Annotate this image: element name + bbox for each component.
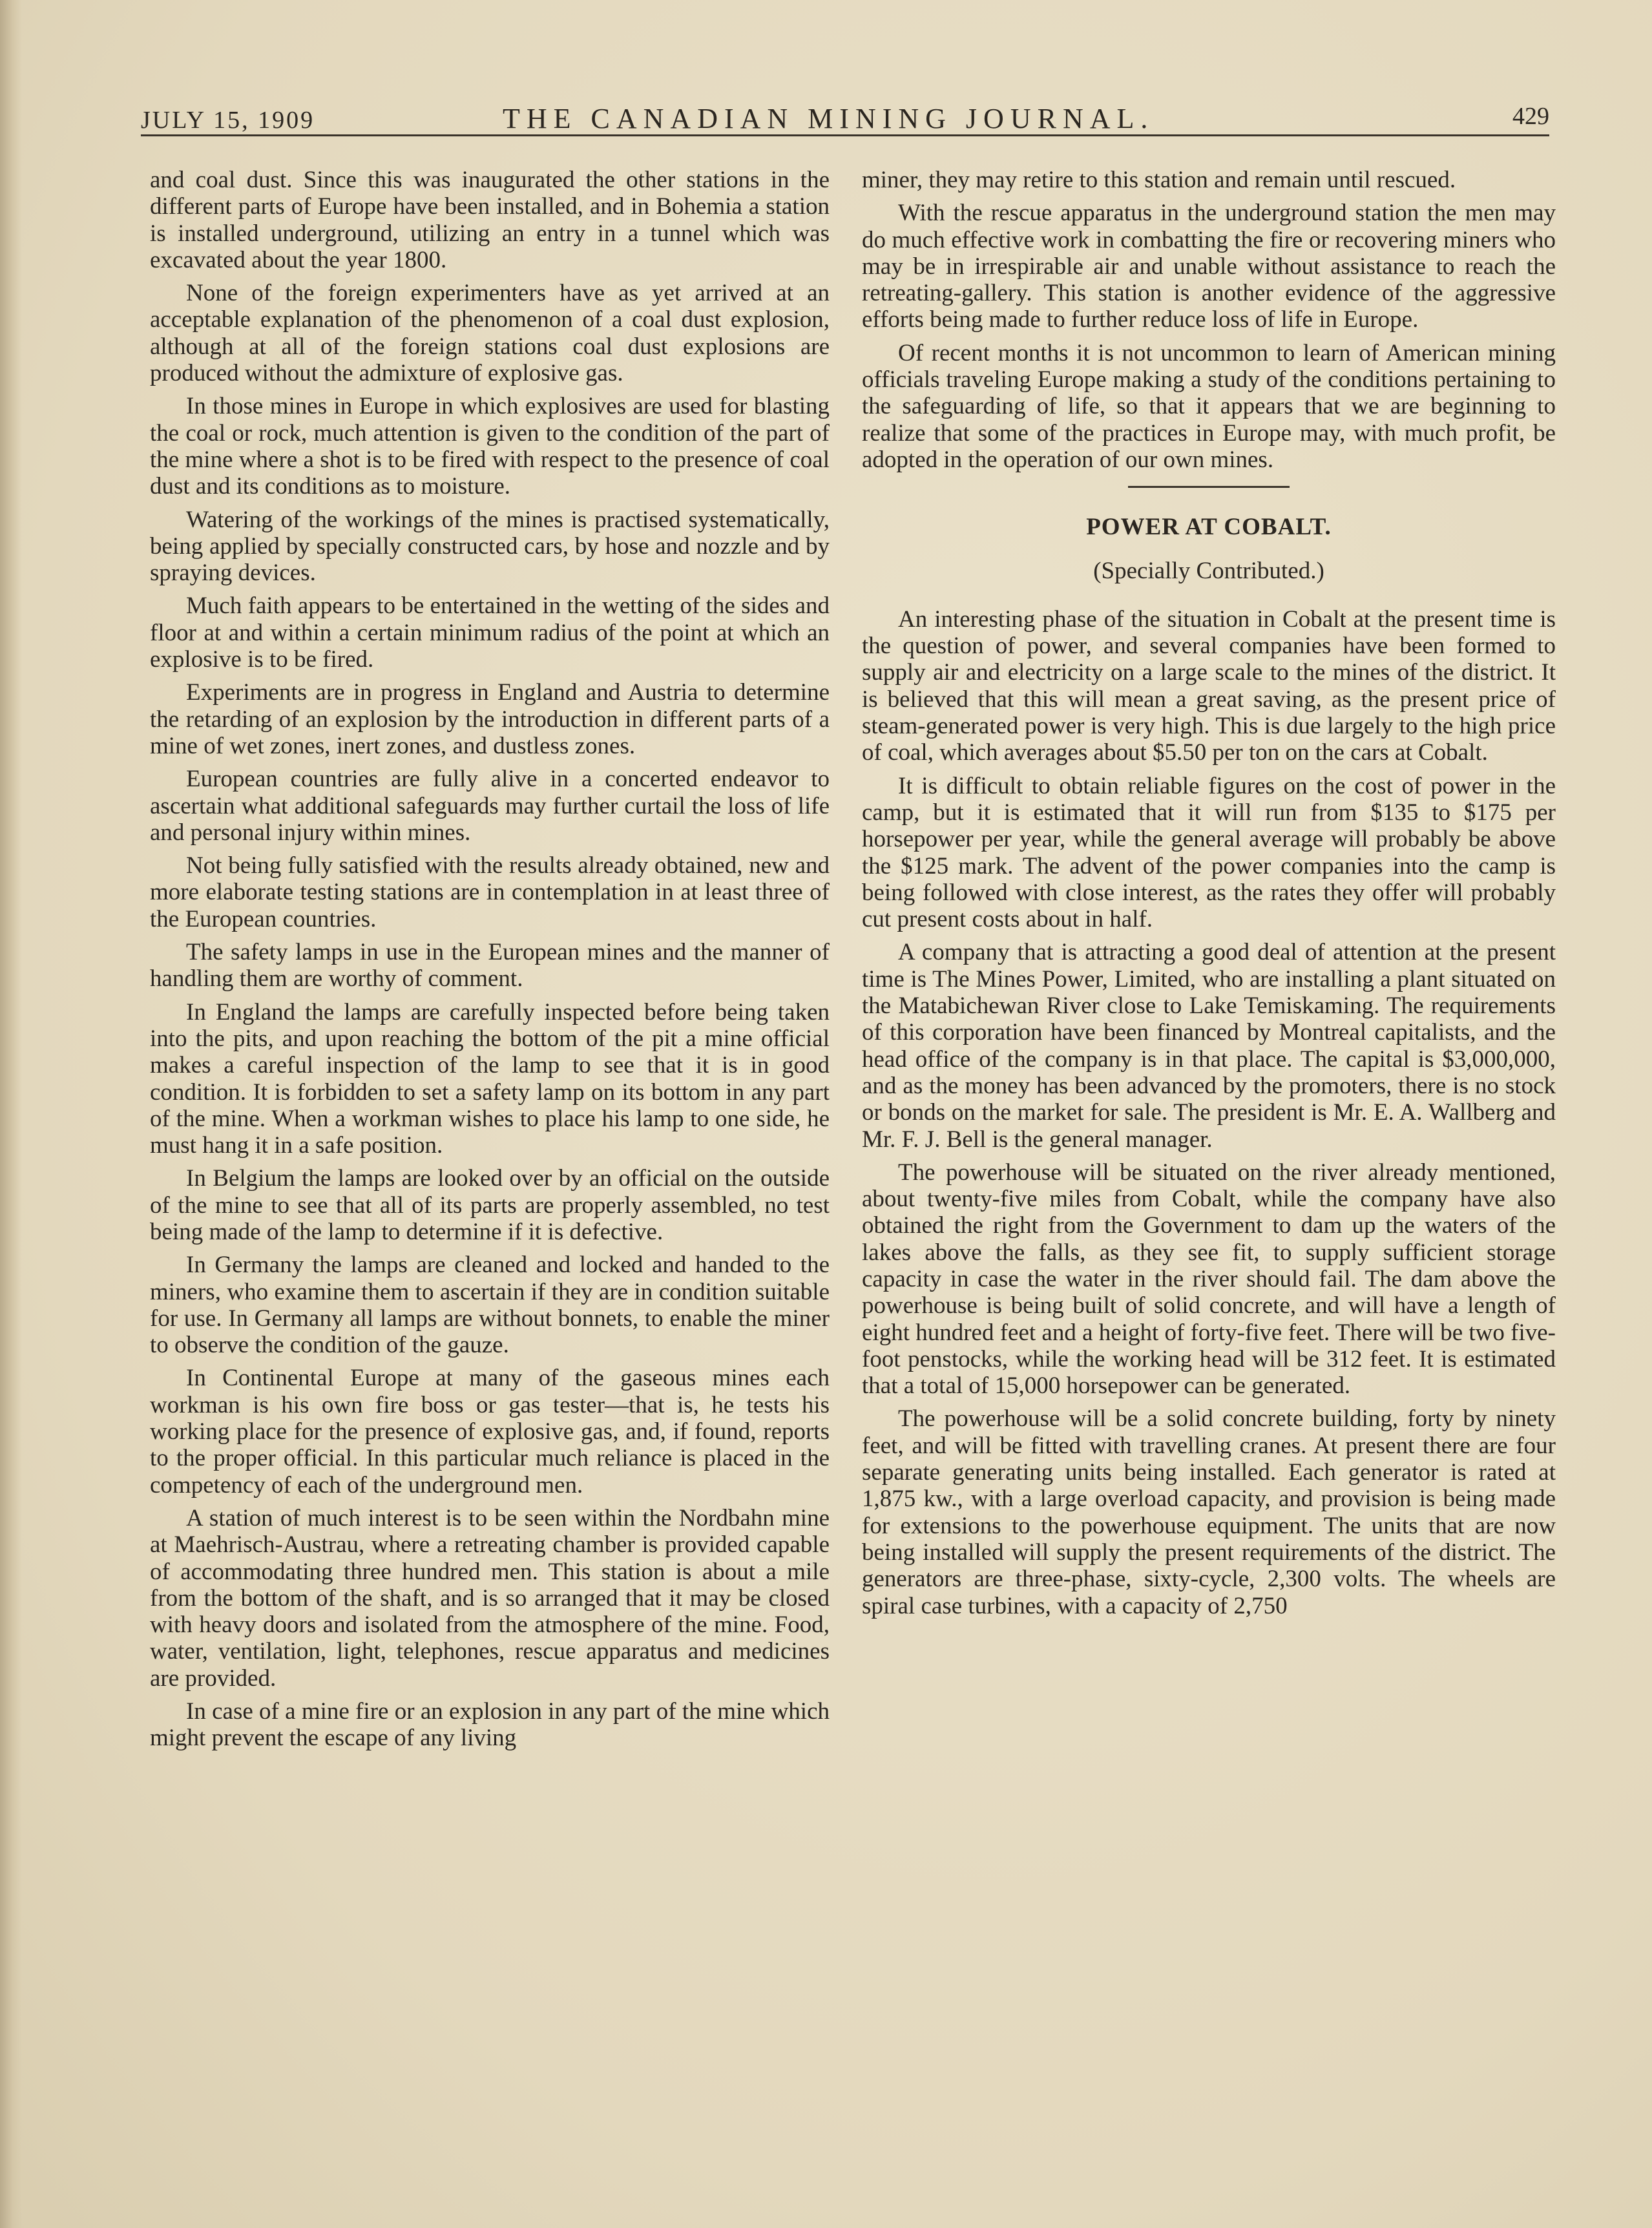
header-rule (141, 134, 1549, 136)
paragraph: European countries are fully alive in a concerted endeavor to ascertain what additional safeguards may further curtail the loss of life and personal injury within mines. (150, 766, 830, 846)
paragraph: It is difficult to obtain reliable figures on the cost of power in the camp, but it is estimated that it will run from $135 to $175 per horsepower per year, while the general average will probably be above the $125 mark. The advent of the power companies into the camp is being followed with close interest, as the rates they offer will probably cut present costs about in half. (862, 772, 1556, 933)
paragraph: and coal dust. Since this was inaugurated the other stations in the different parts of Europe have been installed, and in Bohemia a station is installed underground, utilizing an entry in a tunnel which was excavated about the year 1800. (150, 167, 830, 273)
section-subheading: (Specially Contributed.) (1093, 557, 1324, 584)
section-heading: POWER AT COBALT. (1086, 514, 1332, 541)
paragraph: With the rescue apparatus in the underground station the men may do much effective work in combatting the fire or recovering miners who may be in irrespirable air and unable without assistance to reach the retreating-gallery. This station is another evidence of the aggressive efforts being made to further reduce loss of life in Europe. (862, 200, 1556, 333)
paragraph: A station of much interest is to be seen within the Nordbahn mine at Maehrisch-Austrau, where a retreating chamber is provided capable of accommodating three hundred men. This station is about a mile from the bottom of the shaft, and is so arranged that it may be closed with heavy doors and isolated from the atmosphere of the mine. Food, water, ventilation, light, telephones, rescue apparatus and medicines are provided. (150, 1504, 830, 1692)
paragraph: The powerhouse will be a solid concrete building, forty by ninety feet, and will be fitted with travelling cranes. At present there are four separate generating units being installed. Each generator is rated at 1,875 kw., with a large overload capacity, and provision is being made for extensions to the powerhouse equipment. The units that are now being installed will supply the present requirements of the district. The generators are three-phase, sixty-cycle, 2,300 volts. The wheels are spiral case turbines, with a capacity of 2,750 (862, 1405, 1556, 1619)
paragraph: miner, they may retire to this station and remain until rescued. (862, 167, 1456, 193)
page-number: 429 (1512, 103, 1549, 130)
paragraph: The powerhouse will be situated on the river already mentioned, about twenty-five miles from Cobalt, while the company have also obtained the right from the Government to dam up the waters of the lakes above the falls, as they see fit, to supply sufficient storage capacity in case the water in the river should fail. The dam above the powerhouse is being built of solid concrete, and will have a length of eight hundred feet and a height of forty-five feet. There will be two five-foot penstocks, while the working head will be 312 feet. It is estimated that a total of 15,000 horsepower can be generated. (862, 1159, 1556, 1400)
paragraph: None of the foreign experimenters have as yet arrived at an acceptable explanation of the phenomenon of a coal dust explosion, although at all of the foreign stations coal dust explosions are produced without the admixture of explosive gas. (150, 280, 830, 387)
journal-title: THE CANADIAN MINING JOURNAL. (503, 103, 1155, 134)
paragraph: The safety lamps in use in the European mines and the manner of handling them are worthy of comment. (150, 939, 830, 993)
right-column (862, 167, 1556, 1626)
paragraph: Not being fully satisfied with the results already obtained, new and more elaborate testing stations are in contemplation in at least three of the European countries. (150, 852, 830, 932)
paragraph: Watering of the workings of the mines is practised systematically, being applied by specially constructed cars, by hose and nozzle and by spraying devices. (150, 506, 830, 587)
paragraph: In those mines in Europe in which explosives are used for blasting the coal or rock, much attention is given to the condition of the part of the mine where a shot is to be fired with respect to the presence of coal dust and its conditions as to moisture. (150, 393, 830, 500)
section-divider (1128, 486, 1290, 488)
paragraph: Of recent months it is not uncommon to learn of American mining officials traveling Europe making a study of the conditions pertaining to the safeguarding of life, so that it appears that we are beginning to realize that some of the practices in Europe may, with much profit, be adopted in the operation of our own mines. (862, 339, 1556, 473)
paragraph: In Germany the lamps are cleaned and locked and handed to the miners, who examine them to ascertain if they are in condition suitable for use. In Germany all lamps are without bonnets, to enable the miner to observe the condition of the gauze. (150, 1252, 830, 1359)
paragraph: In case of a mine fire or an explosion in any part of the mine which might prevent the escape of any living (150, 1698, 830, 1752)
paragraph: Experiments are in progress in England and Austria to determine the retarding of an explosion by the introduction in different parts of a mine of wet zones, inert zones, and dustless zones. (150, 679, 830, 759)
paragraph: Much faith appears to be entertained in the wetting of the sides and floor at and within a certain minimum radius of the point at which an explosive is to be fired. (150, 593, 830, 673)
paragraph: In England the lamps are carefully inspected before being taken into the pits, and upon reaching the bottom of the pit a mine official makes a careful inspection of the lamp to see that it is in good condition. It is forbidden to set a safety lamp on its bottom in any part of the mine. When a workman wishes to place his lamp to one side, he must hang it in a safe position. (150, 998, 830, 1159)
paragraph: A company that is attracting a good deal of attention at the present time is The Mines Power, Limited, who are installing a plant situated on the Matabichewan River close to Lake Temiskaming. The requirements of this corporation have been financed by Montreal capitalists, and the head office of the company is in that place. The capital is $3,000,000, and as the money has been advanced by the promoters, there is no stock or bonds on the market for sale. The president is Mr. E. A. Wallberg and Mr. F. J. Bell is the general manager. (862, 939, 1556, 1153)
issue-date: JULY 15, 1909 (141, 107, 315, 134)
paragraph: In Continental Europe at many of the gaseous mines each workman is his own fire boss or gas tester—that is, he tests his working place for the presence of explosive gas, and, if found, reports to the proper official. In this particular much reliance is placed in the competency of each of the underground men. (150, 1365, 830, 1498)
paragraph: An interesting phase of the situation in Cobalt at the present time is the question of power, and several companies have been formed to supply air and electricity on a large scale to the mines of the district. It is believed that this will mean a great saving, as the present price of steam-generated power is very high. This is due largely to the high price of coal, which averages about $5.50 per ton on the cars at Cobalt. (862, 605, 1556, 766)
paragraph: In Belgium the lamps are looked over by an official on the outside of the mine to see that all of its parts are properly assembled, no test being made of the lamp to determine if it is defective. (150, 1165, 830, 1245)
left-column (150, 167, 830, 1758)
binding-edge (0, 0, 22, 2228)
